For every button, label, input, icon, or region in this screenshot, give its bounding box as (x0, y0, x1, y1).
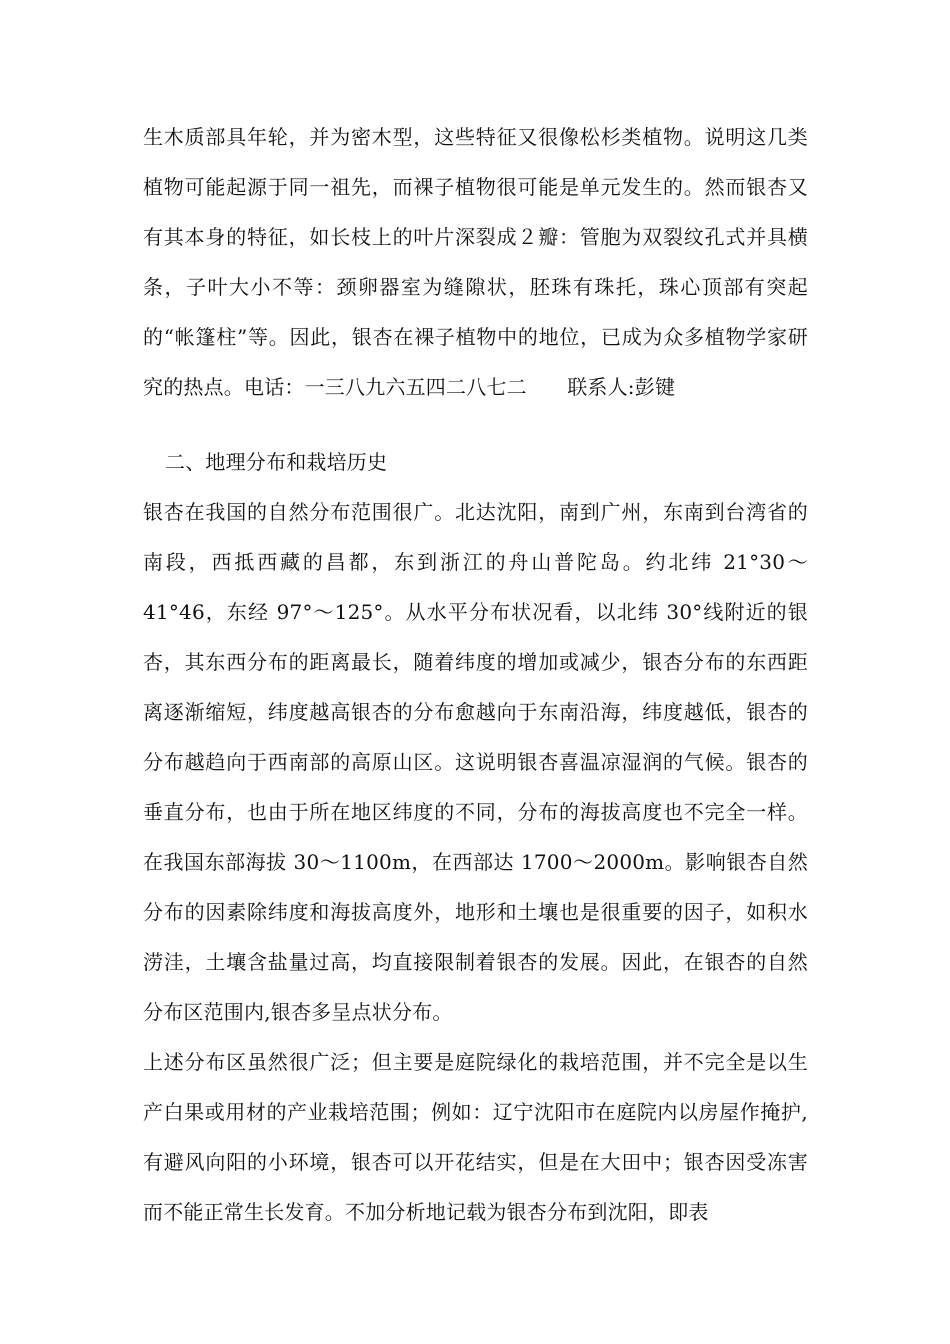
section-heading-distribution: 二、地理分布和栽培历史 (165, 450, 388, 474)
paragraph-cultivation-range: 上述分布区虽然很广泛；但主要是庭院绿化的栽培范围，并不完全是以生产白果或用材的产业栽培范围；例如：辽宁沈阳市在庭院内以房屋作掩护,有避风向阳的小环境，银杏可以开花结实，但是在大田中；银杏因受冻害而不能正常生长发育。不加分析地记载为银杏分布到沈阳，即表 (143, 1050, 808, 1224)
paragraph-natural-distribution: 银杏在我国的自然分布范围很广。北达沈阳，南到广州，东南到台湾省的南段，西抵西藏的昌都，东到浙江的舟山普陀岛。约北纬 21°30～41°46，东经 97°～125°。从水平分布状况看，以北纬 30°线附近的银杏，其东西分布的距离最长，随着纬度的增加或减少，银杏分布的东西距离逐渐缩短，纬度越高银杏的分布愈越向于东南沿海，纬度越低，银杏的分布越趋向于西南部的高原山区。这说明银杏喜温凉湿润的气候。银杏的垂直分布，也由于所在地区纬度的不同，分布的海拔高度也不完全一样。在我国东部海拔 30～1100m，在西部达 1700～2000m。影响银杏自然分布的因素除纬度和海拔高度外，地形和土壤也是很重要的因子，如积水涝洼，土壤含盐量过高，均直接限制着银杏的发展。因此，在银杏的自然分布区范围内,银杏多呈点状分布。 (143, 500, 808, 1024)
paragraph-ginkgo-features: 生木质部具年轮，并为密木型，这些特征又很像松杉类植物。说明这几类植物可能起源于同一祖先，而裸子植物很可能是单元发生的。然而银杏又有其本身的特征，如长枝上的叶片深裂成２瓣：管胞为双裂纹孔式并具横条，子叶大小不等：颈卵器室为缝隙状，胚珠有珠托，珠心顶部有突起的“帐篷柱”等。因此，银杏在裸子植物中的地位，已成为众多植物学家研究的热点。电话：一三八九六五四二八七二 联系人:彭键 (143, 125, 808, 399)
